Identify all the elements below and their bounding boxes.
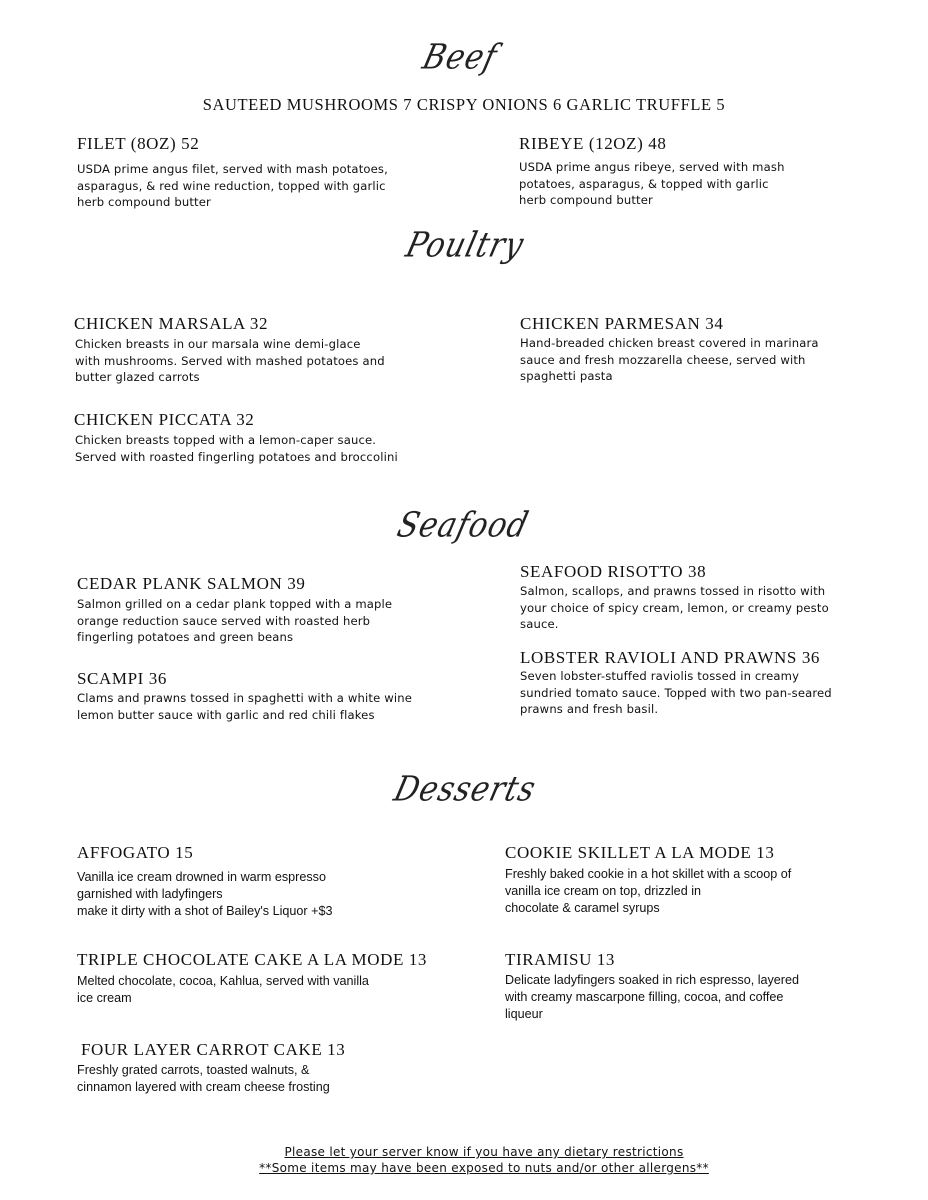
section-heading-poultry: Poultry [401, 225, 529, 266]
menu-item-title-seafood-risotto: SEAFOOD RISOTTO 38 [520, 562, 707, 581]
menu-item-desc-triple-chocolate: Melted chocolate, cocoa, Kahlua, served with vanilla ice cream [77, 974, 369, 1005]
menu-item-desc-cookie-skillet: Freshly baked cookie in a hot skillet with a scoop of vanilla ice cream on top, drizzled in chocolate & caramel syrups [505, 867, 792, 915]
menu-item-title-triple-chocolate: TRIPLE CHOCOLATE CAKE A LA MODE 13 [77, 950, 428, 969]
section-heading-beef: Beef [418, 37, 502, 78]
menu-item-desc-tiramisu: Delicate ladyfingers soaked in rich espresso, layered with creamy mascarpone filling, cocoa, and coffee liqueur [505, 973, 800, 1021]
menu-item-desc-chicken-parmesan: Hand-breaded chicken breast covered in marinara sauce and fresh mozzarella cheese, served with spaghetti pasta [520, 336, 819, 384]
beef-addons: SAUTEED MUSHROOMS 7 CRISPY ONIONS 6 GARLIC TRUFFLE 5 [202, 95, 726, 114]
menu-item-title-lobster-ravioli: LOBSTER RAVIOLI AND PRAWNS 36 [520, 648, 821, 667]
menu-item-title-tiramisu: TIRAMISU 13 [505, 950, 616, 969]
menu-item-title-carrot-cake: FOUR LAYER CARROT CAKE 13 [81, 1040, 346, 1059]
footer-allergen-note: **Some items may have been exposed to nuts and/or other allergens** [259, 1161, 709, 1175]
menu-item-desc-lobster-ravioli: Seven lobster-stuffed raviolis tossed in creamy sundried tomato sauce. Topped with two pan-seared prawns and fresh basil. [520, 669, 832, 717]
section-heading-seafood: Seafood [393, 505, 533, 546]
menu-item-desc-scampi: Clams and prawns tossed in spaghetti with a white wine lemon butter sauce with garlic and red chili flakes [77, 691, 412, 722]
menu-item-desc-chicken-piccata: Chicken breasts topped with a lemon-caper sauce. Served with roasted fingerling potatoes and broccolini [75, 433, 398, 464]
menu-item-title-affogato: AFFOGATO 15 [77, 843, 194, 862]
menu-item-title-ribeye: RIBEYE (12OZ) 48 [519, 134, 667, 153]
menu-item-desc-filet: USDA prime angus filet, served with mash potatoes, asparagus, & red wine reduction, topped with garlic herb compound butter [77, 162, 388, 210]
menu-item-desc-cedar-plank-salmon: Salmon grilled on a cedar plank topped with a maple orange reduction sauce served with roasted herb fingerling potatoes and green beans [77, 597, 393, 645]
section-heading-desserts: Desserts [389, 769, 541, 810]
menu-item-title-chicken-marsala: CHICKEN MARSALA 32 [74, 314, 269, 333]
menu-item-title-filet: FILET (8OZ) 52 [77, 134, 200, 153]
footer-dietary-note: Please let your server know if you have any dietary restrictions [284, 1145, 684, 1159]
menu-item-title-cedar-plank-salmon: CEDAR PLANK SALMON 39 [77, 574, 306, 593]
menu-item-title-chicken-piccata: CHICKEN PICCATA 32 [74, 410, 255, 429]
menu-item-title-cookie-skillet: COOKIE SKILLET A LA MODE 13 [505, 843, 775, 862]
menu-item-title-chicken-parmesan: CHICKEN PARMESAN 34 [520, 314, 724, 333]
menu-item-desc-carrot-cake: Freshly grated carrots, toasted walnuts, & cinnamon layered with cream cheese frosting [77, 1063, 330, 1094]
menu-item-desc-seafood-risotto: Salmon, scallops, and prawns tossed in risotto with your choice of spicy cream, lemon, or creamy pesto sauce. [520, 584, 829, 632]
menu-item-desc-ribeye: USDA prime angus ribeye, served with mash potatoes, asparagus, & topped with garlic herb compound butter [519, 160, 785, 208]
menu-item-title-scampi: SCAMPI 36 [77, 669, 167, 688]
menu-item-desc-affogato: Vanilla ice cream drowned in warm espresso garnished with ladyfingers make it dirty with a shot of Bailey's Liquor +$3 [77, 870, 333, 918]
menu-item-desc-chicken-marsala: Chicken breasts in our marsala wine demi-glace with mushrooms. Served with mashed potatoes and butter glazed carrots [75, 337, 385, 385]
